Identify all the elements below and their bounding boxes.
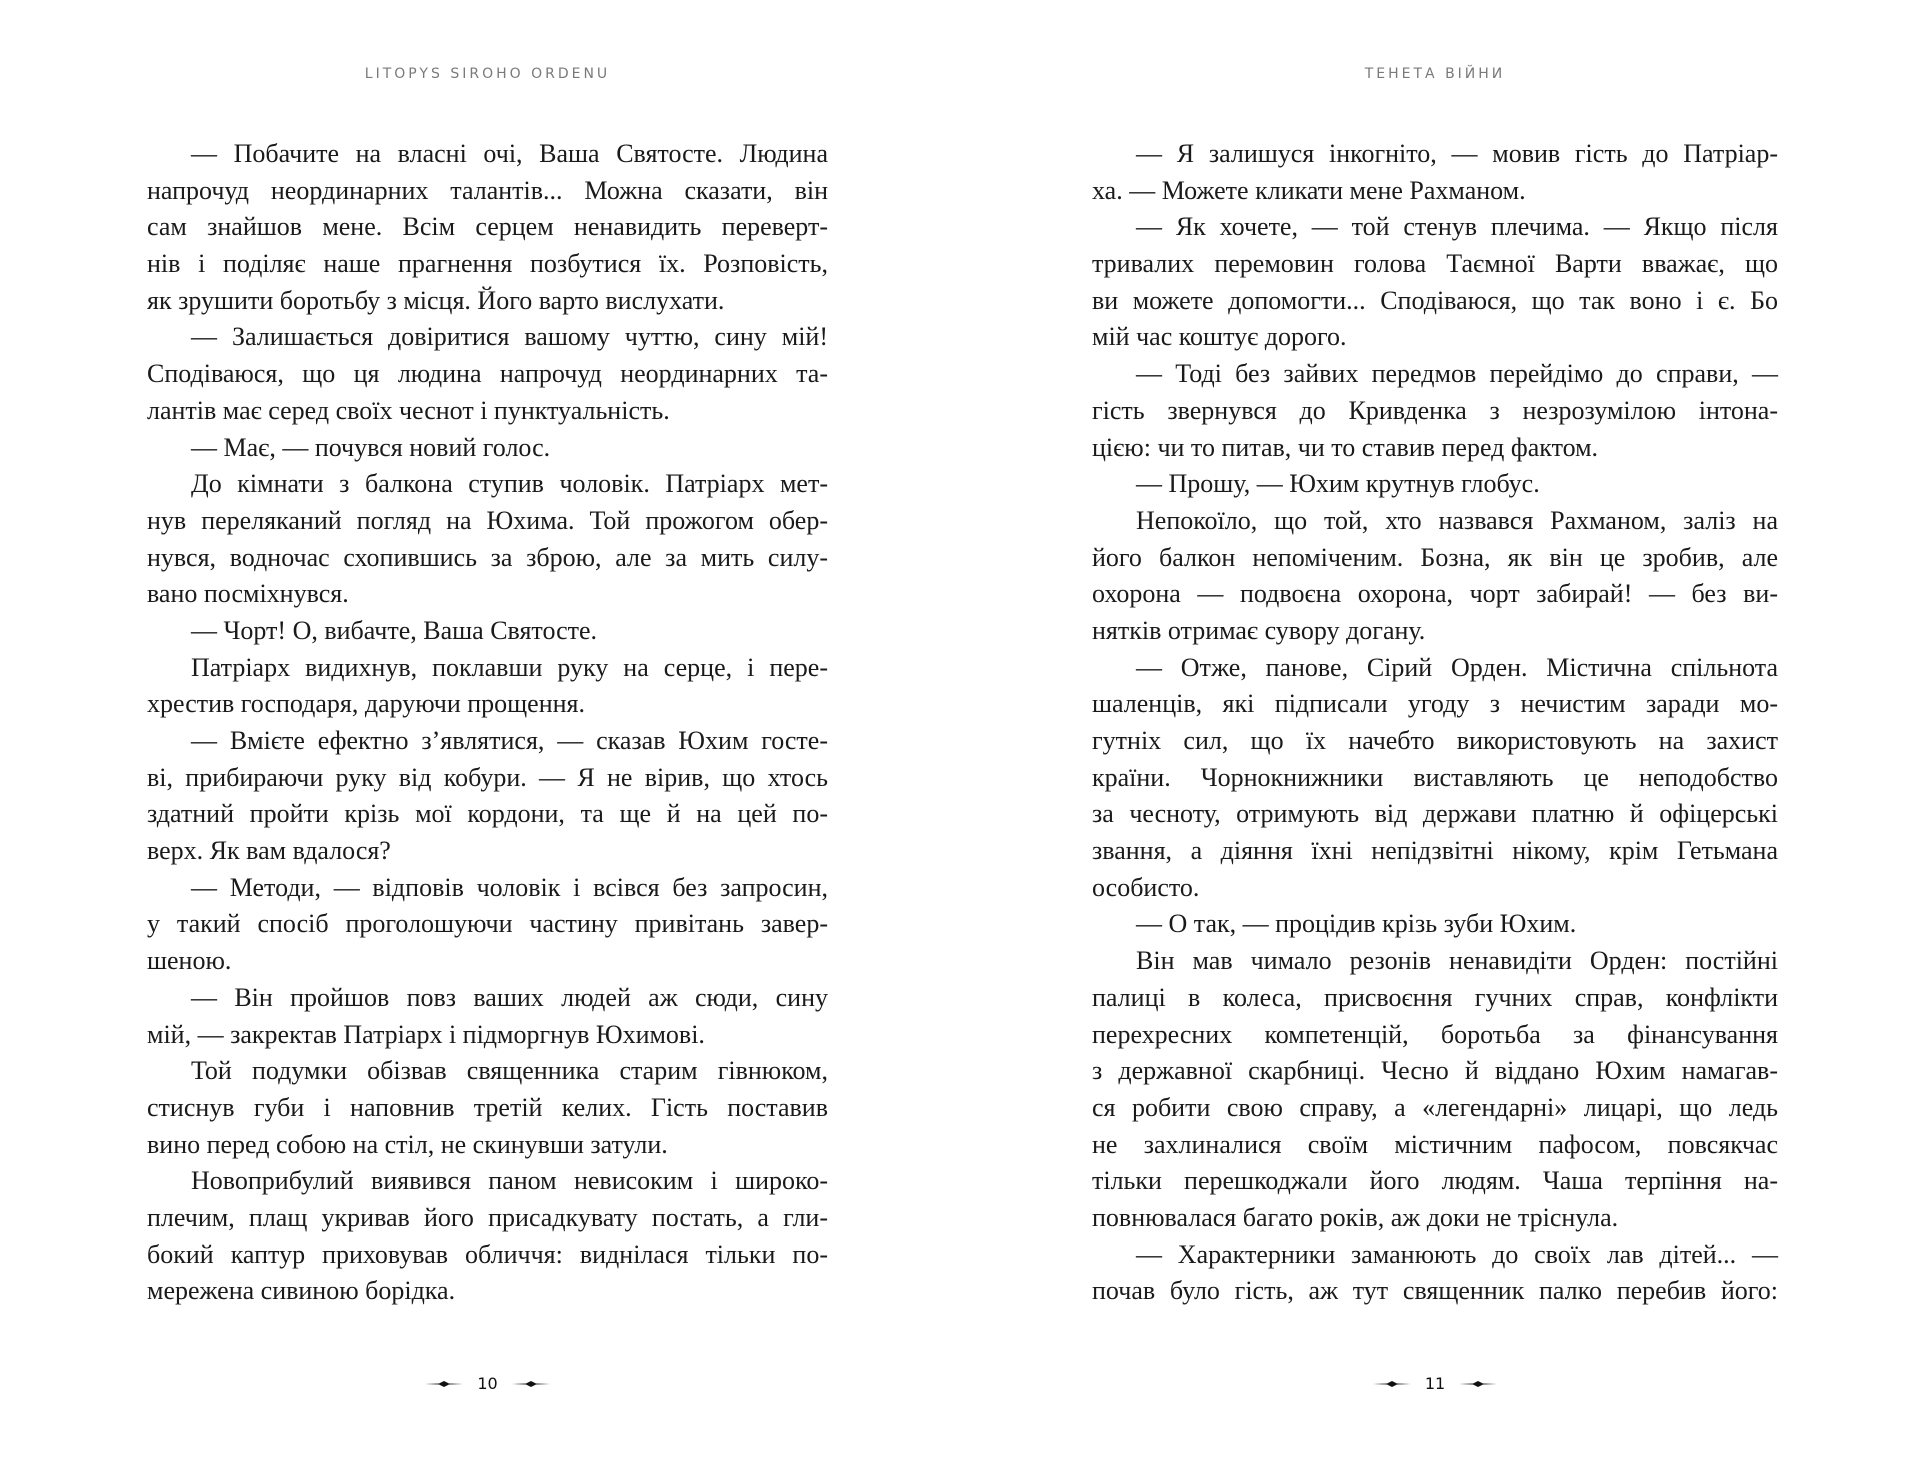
text-line: — Він пройшов повз ваших людей аж сюди, сину xyxy=(191,982,828,1012)
left-page xyxy=(147,0,828,1477)
text-line: Новоприбулий виявився паном невисоким і широко- xyxy=(191,1166,828,1196)
text-line: бокий каптур приховував обличчя: виднілася тільки по- xyxy=(147,1239,828,1269)
text-line: палиці в колеса, присвоєння гучних справ, конфлікти xyxy=(1092,982,1778,1012)
text-line: — Побачите на власні очі, Ваша Святосте. Людина xyxy=(191,139,828,168)
text-line: тільки перешкоджали його людям. Чаша терпіння на- xyxy=(1092,1166,1778,1196)
text-line: за чесноту, отримують від держави платню й офіцерські xyxy=(1092,799,1778,829)
text-line: Патріарх видихнув, поклавши руку на серце, і пере- xyxy=(191,652,828,682)
text-line: — Я залишуся інкогніто, — мовив гість до Патріар- xyxy=(1136,139,1778,168)
text-line: вино перед собою на стіл, не скинувши затули. xyxy=(147,1129,668,1159)
text-line: — Залишається довіритися вашому чуттю, сину мій! xyxy=(191,322,828,352)
text-line: з державної скарбниці. Чесно й віддано Юхим намагав- xyxy=(1092,1056,1778,1086)
text-line: мій час коштує дорого. xyxy=(1092,322,1347,352)
text-line: — Чорт! О, вибачте, Ваша Святосте. xyxy=(191,615,598,645)
text-line: нятків отримає сувору догану. xyxy=(1092,615,1426,645)
folio xyxy=(147,1374,828,1393)
text-line: ви можете допомогти... Сподіваюся, що так воно і є. Бо xyxy=(1092,285,1778,315)
text-line: верх. Як вам вдалося? xyxy=(147,836,391,866)
running-head: ТЕНЕТА ВІЙНИ xyxy=(1364,66,1506,82)
text-line: у такий спосіб проголошуючи частину привітань завер- xyxy=(147,909,828,939)
text-line: — Характерники заманюють до своїх лав дітей... — xyxy=(1136,1239,1778,1269)
ornament-icon xyxy=(512,1381,550,1387)
text-line: шаленців, які підписали угоду з нечистим заради мо- xyxy=(1092,689,1778,719)
text-line: нув переляканий погляд на Юхима. Той прожогом обер- xyxy=(147,505,828,535)
folio xyxy=(1092,1374,1778,1393)
text-line: цією: чи то питав, чи то ставив перед фактом. xyxy=(1092,432,1599,462)
text-line: — Тоді без зайвих передмов перейдімо до справи, — xyxy=(1136,359,1778,389)
text-line: як зрушити боротьбу з місця. Його варто вислухати. xyxy=(147,285,725,315)
text-line: Він мав чимало резонів ненавидіти Орден: постійні xyxy=(1136,946,1778,976)
text-line: ха. — Можете кликати мене Рахманом. xyxy=(1092,175,1526,205)
text-line: гість звернувся до Кривденка з незрозумілою інтона- xyxy=(1092,395,1778,425)
text-line: — Прошу, — Юхим крутнув глобус. xyxy=(1136,469,1540,499)
text-line: — Методи, — відповів чоловік і всівся без запросин, xyxy=(191,872,828,902)
text-line: — Отже, панове, Сірий Орден. Містична спільнота xyxy=(1136,652,1778,682)
ornament-icon xyxy=(425,1381,463,1387)
ornament-icon xyxy=(1459,1381,1497,1387)
text-line: його балкон непоміченим. Бозна, як він це зробив, але xyxy=(1092,542,1778,572)
text-line: здатний пройти крізь мої кордони, та ще й на цей по- xyxy=(147,799,828,829)
text-line: — Має, — почувся новий голос. xyxy=(191,432,551,462)
text-line: нувся, водночас схопившись за зброю, але за мить силу- xyxy=(147,542,828,572)
text-line: особисто. xyxy=(1092,872,1200,902)
text-line: — Як хочете, — той стенув плечима. — Якщо після xyxy=(1136,212,1778,242)
text-line: повнювалася багато років, аж доки не тріснула. xyxy=(1092,1202,1619,1232)
text-line: стиснув губи і наповнив третій келих. Гість поставив xyxy=(147,1092,828,1122)
ornament-icon xyxy=(1373,1381,1411,1387)
text-line: звання, а діяння їхні непідзвітні нікому, крім Гетьмана xyxy=(1092,836,1778,866)
text-line: шеною. xyxy=(147,946,232,976)
text-line: — Вмієте ефектно з’являтися, — сказав Юхим госте- xyxy=(191,726,828,755)
text-line: гутніх сил, що їх начебто використовують на захист xyxy=(1092,726,1778,755)
text-line: тривалих перемовин голова Таємної Варти вважає, що xyxy=(1092,249,1778,279)
running-head: LITOPYS SIROHO ORDENU xyxy=(364,66,611,82)
text-line: не захлиналися своїм містичним пафосом, повсякчас xyxy=(1092,1129,1778,1159)
text-line: Непокоїло, що той, хто назвався Рахманом, заліз на xyxy=(1136,505,1778,535)
page-number: 11 xyxy=(1424,1374,1446,1393)
text-line: охорона — подвоєна охорона, чорт забирай! — без ви- xyxy=(1092,579,1778,609)
text-line: почав було гість, аж тут священник палко перебив його: xyxy=(1092,1276,1778,1306)
text-line: ся робити свою справу, а «легендарні» лицарі, що ледь xyxy=(1092,1092,1778,1122)
text-line: лантів має серед своїх чеснот і пунктуальність. xyxy=(147,395,670,425)
text-line: ві, прибираючи руку від кобури. — Я не вірив, що хтось xyxy=(147,762,828,792)
text-line: перехресних компетенцій, боротьба за фінансування xyxy=(1092,1019,1778,1049)
page-body xyxy=(1092,136,1778,1310)
page-body xyxy=(147,136,828,1310)
text-line: вано посміхнувся. xyxy=(147,579,349,609)
text-line: До кімнати з балкона ступив чоловік. Патріарх мет- xyxy=(191,469,828,499)
right-page xyxy=(1092,0,1778,1477)
text-line: сам знайшов мене. Всім серцем ненавидить переверт- xyxy=(147,212,828,242)
text-line: мережена сивиною борідка. xyxy=(147,1276,456,1306)
text-line: — О так, — процідив крізь зуби Юхим. xyxy=(1136,909,1577,939)
text-line: Сподіваюся, що ця людина напрочуд неординарних та- xyxy=(147,359,828,389)
text-line: нів і поділяє наше прагнення позбутися їх. Розповість, xyxy=(147,249,828,279)
text-line: мій, — закректав Патріарх і підморгнув Юхимові. xyxy=(147,1019,705,1049)
text-line: хрестив господаря, даруючи прощення. xyxy=(147,689,585,719)
text-line: Той подумки обізвав священника старим гівнюком, xyxy=(191,1056,828,1086)
page-number: 10 xyxy=(477,1374,498,1393)
text-line: країни. Чорнокнижники виставляють це неподобство xyxy=(1092,762,1778,792)
text-line: напрочуд неординарних талантів... Можна сказати, він xyxy=(147,175,828,205)
text-line: плечим, плащ укривав його присадкувату постать, а гли- xyxy=(147,1202,828,1232)
